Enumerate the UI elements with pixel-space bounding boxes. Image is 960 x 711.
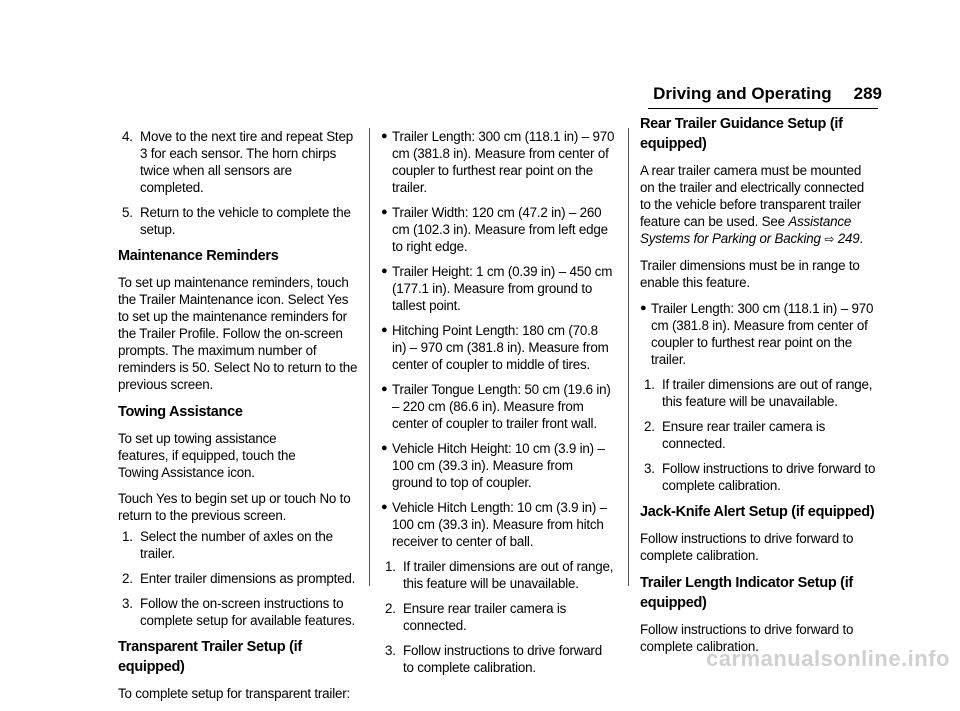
watermark: carmanualsonline.info <box>706 646 950 671</box>
heading-maintenance-reminders: Maintenance Reminders <box>118 248 279 264</box>
cross-reference-page[interactable]: 249 <box>837 231 860 246</box>
heading-trailer-length-indicator: Trailer Length Indicator Setup (if equipped) <box>640 575 853 611</box>
page-header <box>653 84 882 104</box>
heading-transparent-trailer: Transparent Trailer Setup (if equipped) <box>118 639 302 675</box>
step-5: 5. Return to the vehicle to complete the setup. <box>122 205 351 237</box>
rear-bullet-trailer-length: ● Trailer Length: 300 cm (118.1 in) – 970 cm (381.8 in). Measure from center of coupler to furthest rear point on the trailer. <box>640 301 874 367</box>
cross-reference-link[interactable]: Assistance Systems for Parking or Backing <box>640 214 852 246</box>
column-3 <box>640 116 878 664</box>
header-rule <box>648 108 878 109</box>
bullet-trailer-length: ● Trailer Length: 300 cm (118.1 in) – 970 cm (381.8 in). Measure from center of coupler to furthest rear point on the trailer. <box>381 129 615 195</box>
towing-step-3: 3. Follow the on-screen instructions to complete setup for available features. <box>122 596 355 628</box>
column-1 <box>118 128 358 711</box>
towing-step-1: 1. Select the number of axles on the trailer. <box>122 529 333 561</box>
column-2 <box>381 128 615 684</box>
transparent-step-2: 2. Ensure rear trailer camera is connected. <box>385 601 567 633</box>
heading-towing-assistance: Towing Assistance <box>118 404 243 420</box>
rear-step-3: 3. Follow instructions to drive forward to complete calibration. <box>644 461 876 493</box>
page-number: 289 <box>853 84 882 103</box>
rear-step-2: 2. Ensure rear trailer camera is connected. <box>644 419 826 451</box>
heading-rear-trailer-guidance: Rear Trailer Guidance Setup (if equipped) <box>640 116 843 152</box>
bullet-hitching-point: ● Hitching Point Length: 180 cm (70.8 in) – 970 cm (381.8 in). Measure from center of coupler to middle of tires. <box>381 323 609 372</box>
trailer-length-text: Follow instructions to drive forward to complete calibration. <box>640 622 854 654</box>
column-divider-2 <box>628 128 629 586</box>
bullet-trailer-width: ● Trailer Width: 120 cm (47.2 in) – 260 cm (102.3 in). Measure from left edge to right edge. <box>381 205 608 254</box>
page-reference-arrow-icon: ⇨ <box>824 232 835 246</box>
towing-step-2: 2. Enter trailer dimensions as prompted. <box>122 571 356 586</box>
towing-text-1: To set up towing assistance features, if equipped, touch the Towing Assistance icon. <box>118 431 296 480</box>
transparent-text: To complete setup for transparent trailer: <box>118 686 351 701</box>
bullet-hitch-length: ● Vehicle Hitch Length: 10 cm (3.9 in) – 100 cm (39.3 in). Measure from hitch receiver to center of ball. <box>381 500 607 549</box>
transparent-step-3: 3. Follow instructions to drive forward to complete calibration. <box>385 643 602 675</box>
maintenance-text: To set up maintenance reminders, touch the Trailer Maintenance icon. Select Yes to set up the maintenance reminders for the Trailer Profile. Follow the on-screen prompts. The maximum number of reminders is 50. Select No to return to the previous screen. <box>118 275 358 392</box>
step-4: 4. Move to the next tire and repeat Step 3 for each sensor. The horn chirps twice when all sensors are completed. <box>122 129 353 195</box>
section-title: Driving and Operating <box>653 84 832 103</box>
bullet-hitch-height: ● Vehicle Hitch Height: 10 cm (3.9 in) – 100 cm (39.3 in). Measure from ground to top of coupler. <box>381 441 605 490</box>
heading-jack-knife-alert: Jack-Knife Alert Setup (if equipped) <box>640 504 875 520</box>
range-text: Trailer dimensions must be in range to enable this feature. <box>640 258 860 290</box>
jack-knife-text: Follow instructions to drive forward to complete calibration. <box>640 531 854 563</box>
transparent-step-1: 1. If trailer dimensions are out of range, this feature will be unavailable. <box>385 559 614 591</box>
bullet-tongue-length: ● Trailer Tongue Length: 50 cm (19.6 in) – 220 cm (86.6 in). Measure from center of coupler to trailer front wall. <box>381 382 611 431</box>
column-divider-1 <box>369 128 370 586</box>
towing-text-2: Touch Yes to begin set up or touch No to return to the previous screen. <box>118 491 351 523</box>
rear-guidance-text: A rear trailer camera must be mounted on the trailer and electrically connected to the vehicle before transparent trailer feature can be used. See Assistance Systems for Parking or Backing ⇨ 249. <box>640 163 865 246</box>
rear-step-1: 1. If trailer dimensions are out of range, this feature will be unavailable. <box>644 377 873 409</box>
bullet-trailer-height: ● Trailer Height: 1 cm (0.39 in) – 450 cm (177.1 in). Measure from ground to tallest point. <box>381 264 613 313</box>
